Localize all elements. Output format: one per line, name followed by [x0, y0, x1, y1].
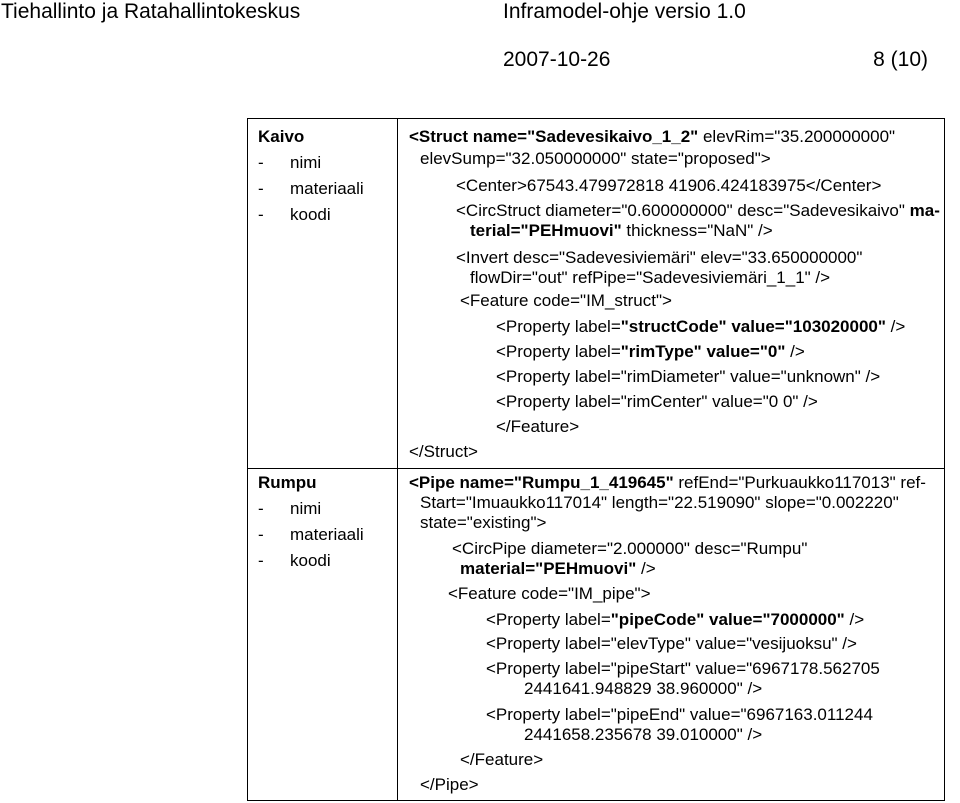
header-document-title: Inframodel-ohje versio 1.0: [503, 0, 746, 23]
code-text: <Property label="pipeStart" value="6967178.562705: [486, 659, 880, 678]
attribute-item: [258, 205, 331, 225]
code-text: <Property label="pipeEnd" value="6967163.011244: [486, 705, 873, 724]
code-line: [524, 679, 762, 699]
code-text: </Struct>: [409, 442, 478, 461]
code-line: [496, 342, 805, 362]
code-text: />: [844, 610, 865, 629]
code-line: [486, 659, 880, 679]
bullet-dash: -: [258, 499, 264, 518]
code-line: [486, 610, 864, 630]
attribute-label: koodi: [290, 205, 331, 224]
code-text: <CircStruct diameter="0.600000000" desc="Sadevesikaivo": [456, 201, 910, 220]
code-line: [452, 539, 807, 559]
code-line: [456, 201, 940, 221]
bullet-dash: -: [258, 153, 264, 172]
code-text: <Property label=: [496, 317, 621, 336]
code-text: <Property label="rimDiameter" value="unknown" />: [496, 367, 881, 386]
code-line: [409, 442, 478, 462]
code-line: [420, 775, 479, 795]
attribute-item: [258, 179, 364, 199]
code-text: <Invert desc="Sadevesiviemäri" elev="33.650000000": [456, 248, 863, 267]
bullet-dash: -: [258, 525, 264, 544]
code-text: />: [636, 559, 656, 578]
code-line: [496, 317, 905, 337]
code-line: [486, 705, 873, 725]
bullet-dash: -: [258, 179, 264, 198]
code-line: [456, 248, 862, 268]
code-text: />: [785, 342, 805, 361]
code-text: refEnd="Purkuaukko117013" ref-: [673, 473, 926, 492]
attribute-label: koodi: [290, 551, 331, 570]
code-text: state="existing">: [420, 513, 547, 532]
code-text-bold: "structCode" value="103020000": [620, 317, 886, 336]
code-line: [409, 473, 926, 493]
code-text: <Feature code="IM_struct">: [460, 291, 672, 310]
code-text: Start="Imuaukko117014" length="22.519090" slope="0.002220": [420, 493, 899, 512]
header-page-number: 8 (10): [873, 48, 928, 71]
code-line: [420, 149, 771, 169]
code-text: <Property label=: [486, 610, 611, 629]
code-line: [448, 584, 651, 604]
code-text-bold: "pipeCode" value="7000000": [610, 610, 845, 629]
code-line: [420, 493, 899, 513]
attribute-item: [258, 499, 321, 519]
code-text: <Property label=: [496, 342, 621, 361]
code-text: <Property label="rimCenter" value="0 0" />: [496, 392, 818, 411]
code-text-bold: <Struct name="Sadevesikaivo_1_2": [409, 127, 699, 146]
code-line: [409, 127, 895, 147]
table-column-divider: [397, 118, 398, 801]
code-text: </Pipe>: [420, 775, 479, 794]
header-date: 2007-10-26: [503, 48, 611, 71]
code-line: [460, 291, 672, 311]
code-text: 2441641.948829 38.960000" />: [524, 679, 763, 698]
code-text-bold: material="PEHmuovi": [460, 559, 637, 578]
code-line: [460, 750, 543, 770]
code-text: elevRim="35.200000000": [698, 127, 896, 146]
kaivo-title: Kaivo: [258, 127, 305, 146]
code-line: [496, 417, 579, 437]
attribute-label: materiaali: [290, 525, 364, 544]
code-text: <Feature code="IM_pipe">: [448, 584, 651, 603]
header-organization: Tiehallinto ja Ratahallintokeskus: [1, 0, 301, 23]
code-line: [470, 268, 830, 288]
code-line: [486, 634, 857, 654]
code-line: [496, 392, 818, 412]
code-text-bold: "rimType" value="0": [620, 342, 786, 361]
code-line: [524, 725, 762, 745]
bullet-dash: -: [258, 551, 264, 570]
attribute-label: nimi: [290, 499, 322, 518]
code-text: flowDir="out" refPipe="Sadevesiviemäri_1_1" />: [470, 268, 831, 287]
code-text: <Center>67543.479972818 41906.424183975</Center>: [456, 176, 882, 195]
code-text: thickness="NaN" />: [621, 221, 773, 240]
table-row-divider: [247, 468, 945, 469]
code-line: [470, 221, 773, 241]
code-text: <Property label="elevType" value="vesijuoksu" />: [486, 634, 857, 653]
attribute-item: [258, 525, 364, 545]
attribute-item: [258, 153, 321, 173]
code-text: />: [885, 317, 906, 336]
bullet-dash: -: [258, 205, 264, 224]
code-text: elevSump="32.050000000" state="proposed">: [420, 149, 771, 168]
code-line: [496, 367, 880, 387]
attribute-label: materiaali: [290, 179, 364, 198]
code-line: [420, 513, 546, 533]
code-line: [456, 176, 881, 196]
attribute-item: [258, 551, 331, 571]
code-text: 2441658.235678 39.010000" />: [524, 725, 763, 744]
rumpu-title: Rumpu: [258, 473, 317, 492]
code-text: </Feature>: [496, 417, 580, 436]
code-text: <CircPipe diameter="2.000000" desc="Rumpu": [452, 539, 808, 558]
code-text: </Feature>: [460, 750, 544, 769]
code-text-bold: <Pipe name="Rumpu_1_419645": [409, 473, 674, 492]
code-text-bold: terial="PEHmuovi": [470, 221, 622, 240]
code-text-bold: ma-: [909, 201, 940, 220]
attribute-label: nimi: [290, 153, 322, 172]
code-line: [460, 559, 656, 579]
